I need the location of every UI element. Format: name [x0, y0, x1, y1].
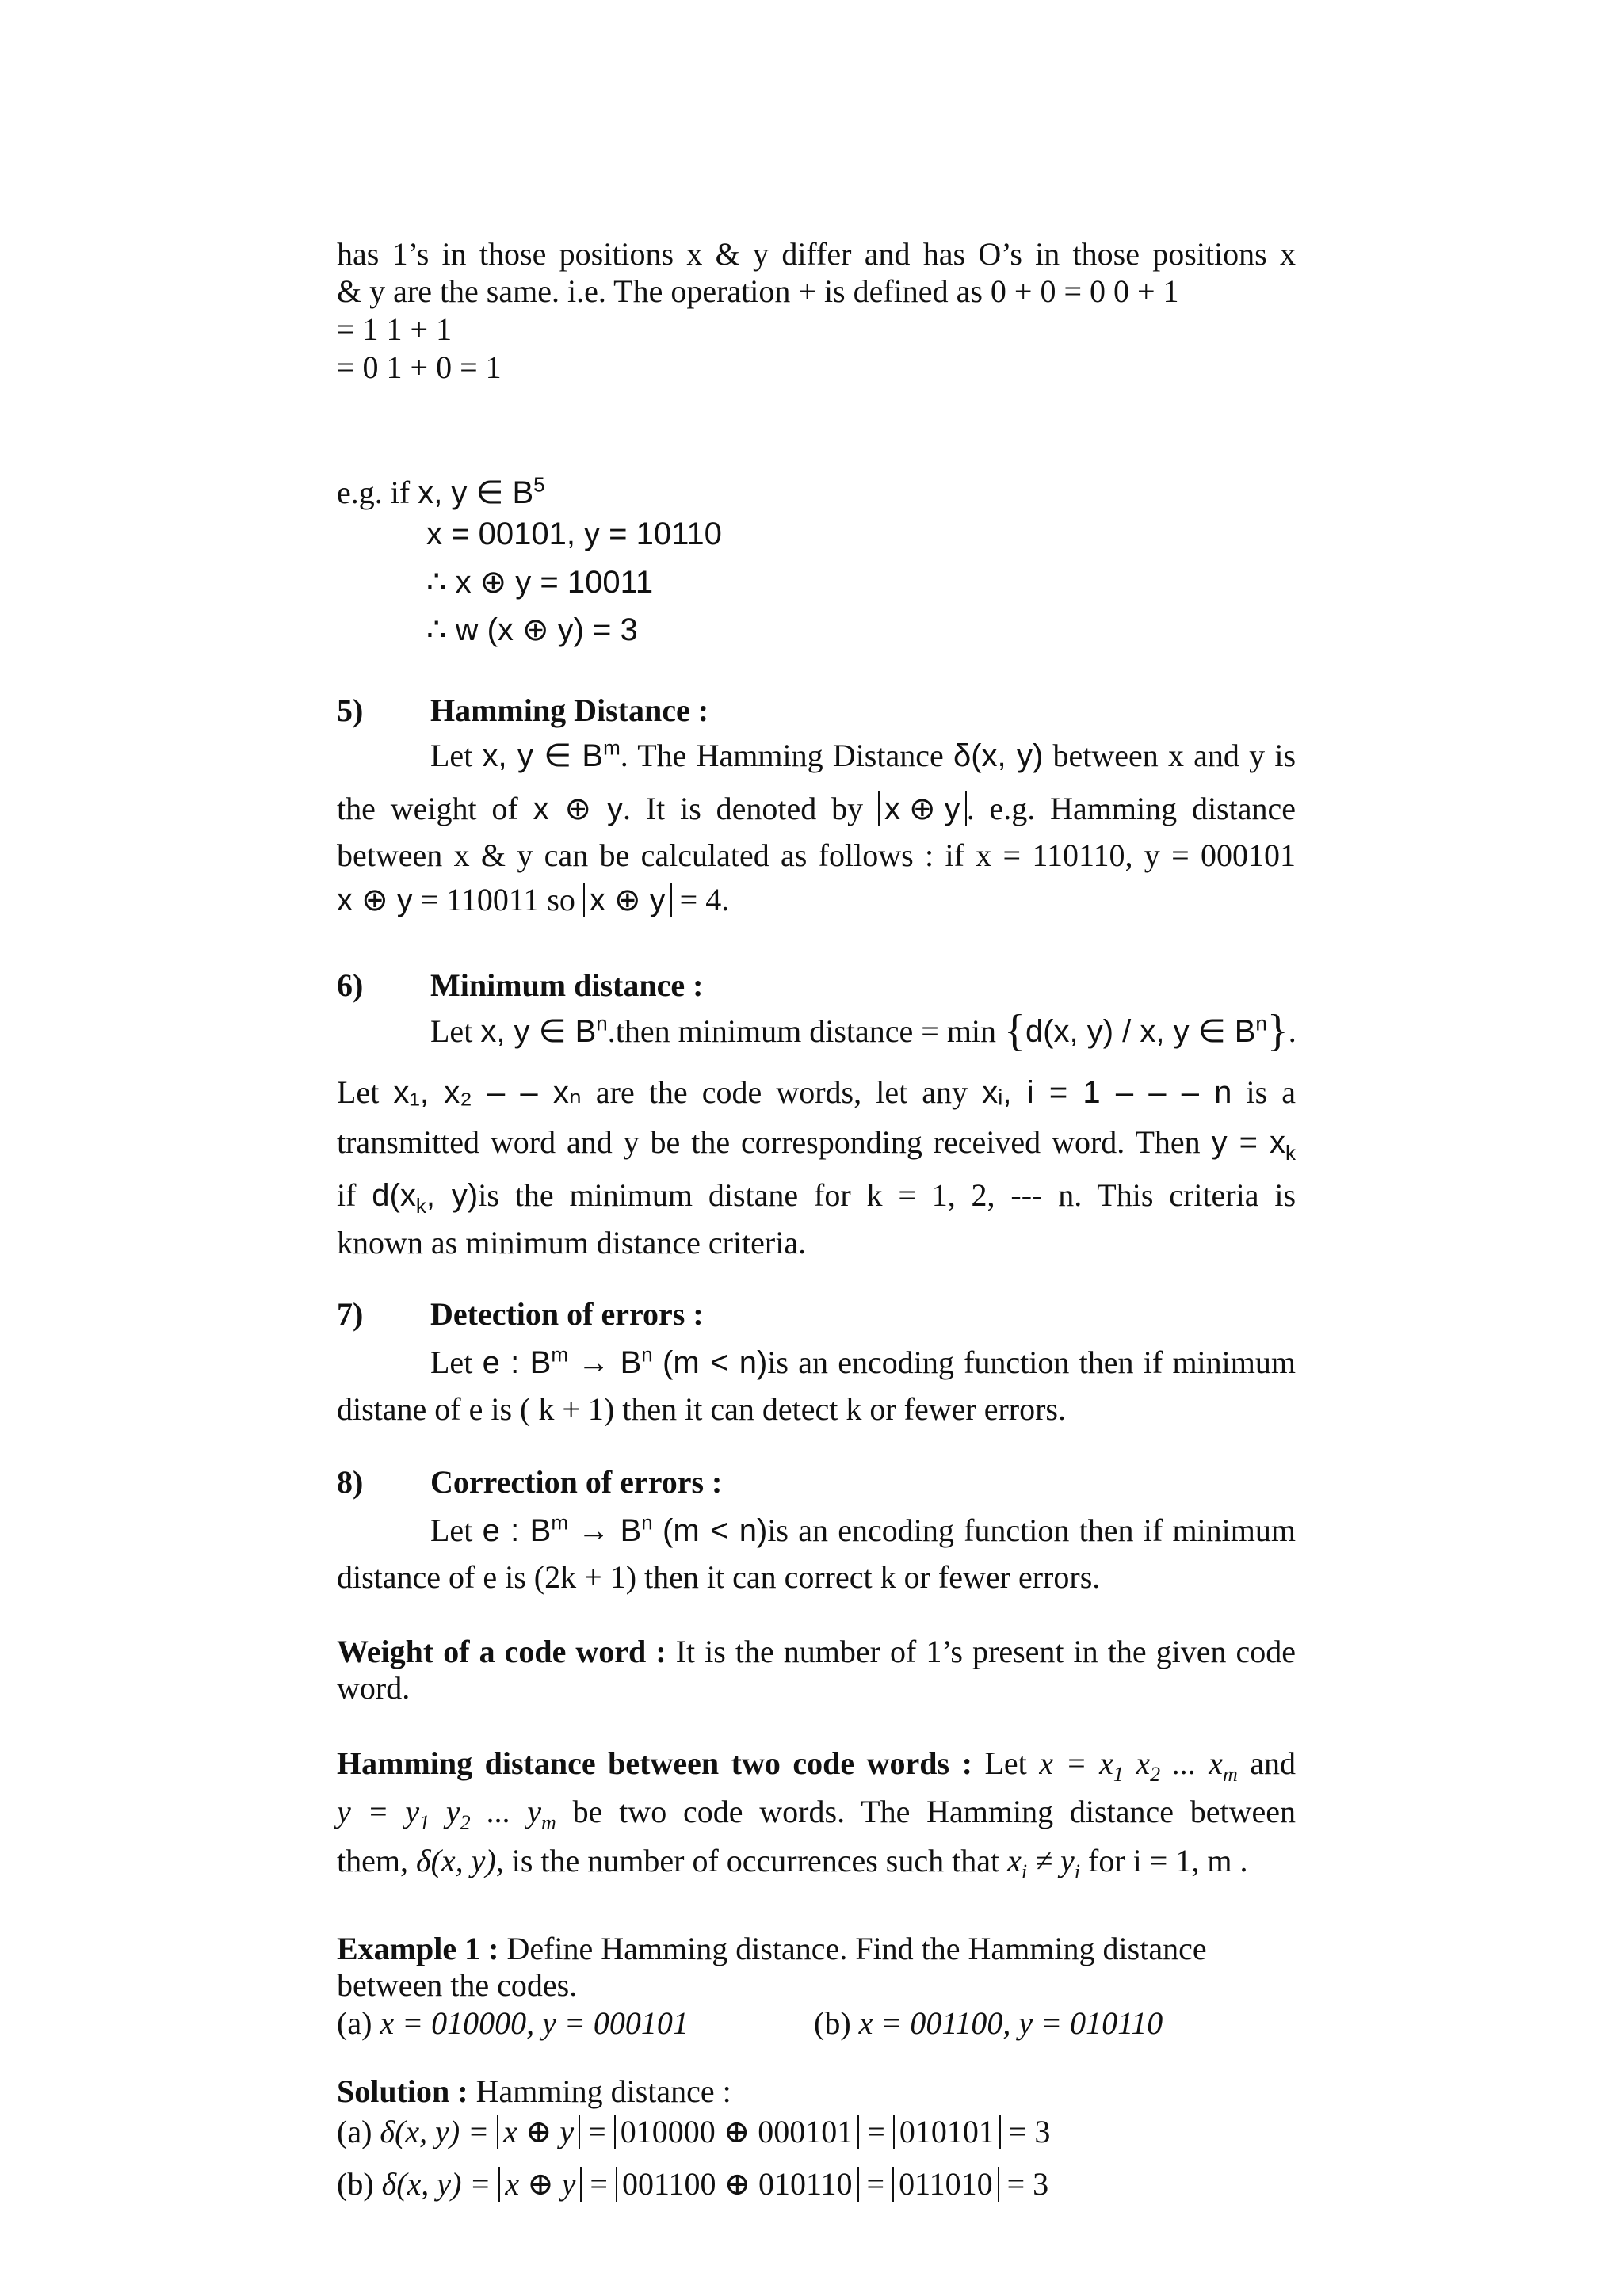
sec6-line-2: Let x₁, x₂ – – xₙ are the code words, let any xᵢ, i = 1 – – – n is a: [337, 1074, 1296, 1110]
example1-line-2: between the codes.: [337, 1967, 578, 2003]
weight-line-2: word.: [337, 1670, 411, 1706]
sec5-line-4: x ⊕ y = 110011 so x ⊕ y = 4.: [337, 882, 730, 917]
eg-equation-3: ∴ w (x ⊕ y) = 3: [426, 612, 638, 647]
hamming-def-line-2: $y = y_1$ $y_2$ ... $y_m$ be two code words. The Hamming distance between: [337, 1794, 1296, 1834]
sec6-line-4: if $d(x_k$, y)is the minimum distane for k = 1, 2, --- n. This criteria is: [337, 1177, 1296, 1218]
sec7-line-2: distane of e is ( k + 1) then it can detect k or fewer errors.: [337, 1391, 1066, 1427]
example1-part-a: (a) x = 010000, y = 000101: [337, 2005, 689, 2041]
hamming-def-line-1: Hamming distance between two code words : Let $x = x_1$ $x_2$ ... $x_m$ and: [337, 1745, 1296, 1786]
example1-line-1: Example 1 : Define Hamming distance. Find the Hamming distance: [337, 1931, 1207, 1966]
sec8-line-2: distance of e is (2k + 1) then it can correct k or fewer errors.: [337, 1559, 1101, 1595]
sec8-line-1: Let e : $B^m \to B^n$ (m < n)is an encoding function then if minimum: [430, 1510, 1296, 1548]
example1-part-b: (b) x = 001100, y = 010110: [814, 2005, 1163, 2041]
section-7-title: Detection of errors :: [430, 1296, 704, 1332]
sec5-line-1: Let x, y ∈ $B^m$. The Hamming Distance δ(x, y) between x and y is: [430, 735, 1296, 773]
section-5-title: Hamming Distance :: [430, 692, 709, 728]
hamming-def-line-3: them, δ(x, y), is the number of occurrences such that $x_i \ne y_i$ for i = 1, m .: [337, 1843, 1248, 1883]
sec7-line-1: Let e : $B^m \to B^n$ (m < n)is an encoding function then if minimum: [430, 1342, 1296, 1380]
intro-line-1: has 1’s in those positions x & y differ and has O’s in those positions x: [337, 236, 1296, 272]
solution-part-b: (b) δ(x, y) = x ⊕ y = 001100 ⊕ 010110 = 011010 = 3: [337, 2166, 1049, 2202]
eg-equation-2: ∴ x ⊕ y = 10011: [426, 565, 654, 600]
section-6-number: 6): [337, 967, 364, 1003]
sec6-line-3: transmitted word and y be the corresponding received word. Then $y = x_k$: [337, 1124, 1296, 1165]
section-8-number: 8): [337, 1464, 364, 1500]
sec6-line-1: Let x, y ∈ $B^n.then$ minimum distance = min {d(x, y) / x, y ∈ $B^n$}.: [430, 1006, 1296, 1055]
eg-set: x, y ∈ B: [418, 475, 534, 510]
intro-line-4: = 0 1 + 0 = 1: [337, 349, 502, 385]
intro-line-2: & y are the same. i.e. The operation + is defined as 0 + 0 = 0 0 + 1: [337, 273, 1179, 309]
eg-set-exponent: 5: [533, 472, 545, 497]
eg-line: [337, 474, 1296, 512]
eg-lead: e.g. if: [337, 475, 411, 510]
intro-line-3: = 1 1 + 1: [337, 311, 453, 347]
section-6-title: Minimum distance :: [430, 967, 704, 1003]
solution-part-a: (a) δ(x, y) = x ⊕ y = 010000 ⊕ 000101 = 010101 = 3: [337, 2114, 1051, 2149]
section-7-number: 7): [337, 1296, 364, 1332]
sec6-line-5: known as minimum distance criteria.: [337, 1225, 807, 1261]
weight-line-1: Weight of a code word : It is the number of 1’s present in the given code: [337, 1634, 1296, 1669]
sec5-line-2: the weight of x ⊕ y. It is denoted by x ⊕ y . e.g. Hamming distance: [337, 791, 1296, 826]
eg-equation-1: x = 00101, y = 10110: [426, 517, 722, 551]
solution-heading: Solution : Hamming distance :: [337, 2073, 731, 2109]
section-5-number: 5): [337, 692, 364, 728]
section-8-title: Correction of errors :: [430, 1464, 723, 1500]
sec5-line-3: between x & y can be calculated as follows : if x = 110110, y = 000101: [337, 837, 1296, 873]
